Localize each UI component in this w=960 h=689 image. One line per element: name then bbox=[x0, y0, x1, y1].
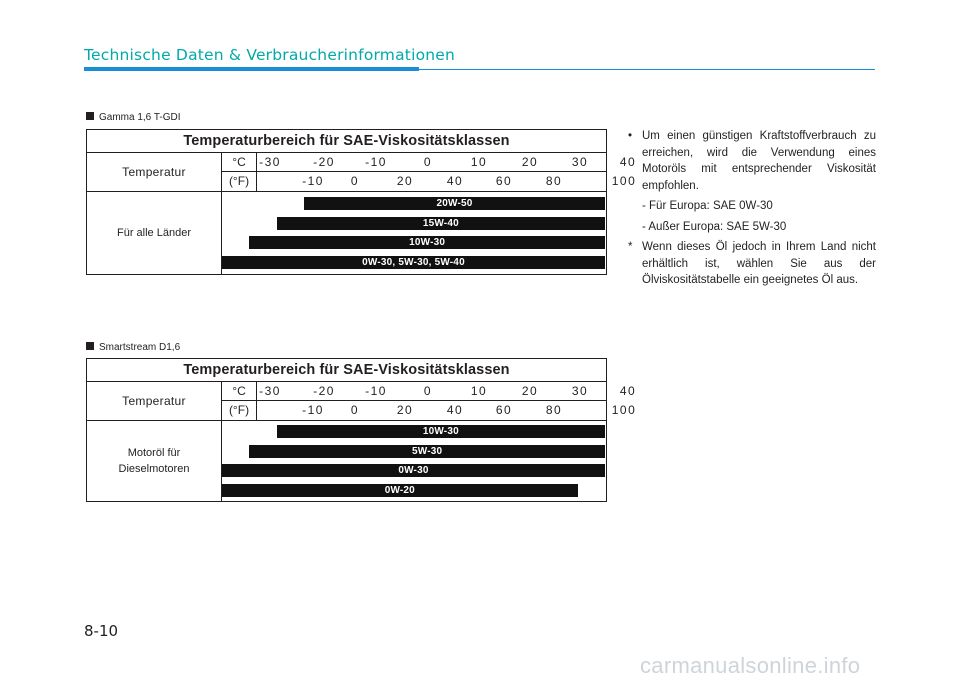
viscosity-bar: 15W-40 bbox=[277, 217, 605, 230]
table-1-unit-celsius: °C bbox=[222, 153, 257, 172]
fahrenheit-tick-label: 0 bbox=[350, 403, 360, 417]
table-2-row-label-line-1: Motoröl für bbox=[127, 447, 181, 459]
table-2-celsius-scale bbox=[257, 382, 637, 401]
fahrenheit-tick-label: 40 bbox=[446, 174, 464, 188]
availability-note bbox=[624, 239, 876, 289]
celsius-tick-label: -20 bbox=[313, 384, 335, 398]
non-europe-note-text: - Außer Europa: SAE 5W-30 bbox=[642, 220, 787, 233]
table-1-temperature-row bbox=[87, 153, 637, 192]
celsius-tick-label: -30 bbox=[259, 155, 281, 169]
non-europe-note bbox=[624, 219, 876, 236]
table-1-temp-label: Temperatur bbox=[87, 153, 222, 191]
square-bullet-icon bbox=[86, 112, 94, 120]
fahrenheit-tick-label: 100 bbox=[611, 403, 637, 417]
page-section-title: Technische Daten & Verbraucherinformationen bbox=[84, 46, 456, 64]
table-2-title: Temperaturbereich für SAE-Viskositätsklassen bbox=[87, 359, 606, 382]
table-2-label-text: Smartstream D1,6 bbox=[99, 342, 181, 353]
table-1-celsius-scale bbox=[257, 153, 637, 172]
table-2-label bbox=[86, 342, 180, 353]
fahrenheit-tick-label: 60 bbox=[495, 174, 513, 188]
celsius-tick-label: 20 bbox=[521, 384, 539, 398]
viscosity-bar: 10W-30 bbox=[277, 425, 605, 438]
celsius-tick-label: -10 bbox=[365, 384, 387, 398]
celsius-tick-label: -20 bbox=[313, 155, 335, 169]
viscosity-table-1 bbox=[86, 129, 637, 275]
table-2-oil-row bbox=[87, 421, 606, 501]
viscosity-bar: 0W-20 bbox=[222, 484, 578, 497]
table-2-unit-fahrenheit: (°F) bbox=[222, 401, 257, 420]
fahrenheit-tick-label: 0 bbox=[350, 174, 360, 188]
europe-note bbox=[624, 198, 876, 215]
table-2-unit-celsius: °C bbox=[222, 382, 257, 401]
table-1-oil-row bbox=[87, 192, 606, 274]
viscosity-bar: 0W-30, 5W-30, 5W-40 bbox=[222, 256, 605, 269]
bullet-marker: • bbox=[628, 130, 633, 142]
table-1-fahrenheit-scale bbox=[257, 172, 637, 191]
fahrenheit-tick-label: 20 bbox=[396, 403, 414, 417]
viscosity-bar: 20W-50 bbox=[304, 197, 605, 210]
celsius-tick-label: 20 bbox=[521, 155, 539, 169]
table-2-temperature-row bbox=[87, 382, 637, 421]
table-1-row-label bbox=[87, 192, 222, 274]
celsius-tick-label: 30 bbox=[571, 155, 589, 169]
celsius-tick-label: 30 bbox=[571, 384, 589, 398]
availability-text: Wenn dieses Öl jedoch in Ihrem Land nicht erhältlich ist, wählen Sie aus der Ölviskositätstabelle ein geeignetes Öl aus. bbox=[642, 241, 876, 286]
table-2-temp-label: Temperatur bbox=[87, 382, 222, 420]
table-1-unit-fahrenheit: (°F) bbox=[222, 172, 257, 191]
celsius-tick-label: 0 bbox=[423, 155, 433, 169]
fahrenheit-tick-label: -10 bbox=[302, 403, 324, 417]
fahrenheit-tick-label: 60 bbox=[495, 403, 513, 417]
asterisk-marker: * bbox=[628, 241, 633, 253]
fahrenheit-tick-label: -10 bbox=[302, 174, 324, 188]
table-2-bars bbox=[222, 421, 606, 501]
table-1-title: Temperaturbereich für SAE-Viskositätsklassen bbox=[87, 130, 606, 153]
celsius-tick-label: 10 bbox=[470, 384, 488, 398]
celsius-tick-label: 0 bbox=[423, 384, 433, 398]
table-2-fahrenheit-scale bbox=[257, 401, 637, 420]
notes-column bbox=[624, 128, 876, 289]
fahrenheit-tick-label: 80 bbox=[545, 403, 563, 417]
table-1-label-text: Gamma 1,6 T-GDI bbox=[99, 112, 181, 123]
fahrenheit-tick-label: 100 bbox=[611, 174, 637, 188]
viscosity-table-2 bbox=[86, 358, 637, 502]
europe-note-text: - Für Europa: SAE 0W-30 bbox=[642, 200, 773, 212]
header-rule-accent bbox=[84, 67, 419, 71]
square-bullet-icon bbox=[86, 342, 94, 350]
celsius-tick-label: -10 bbox=[365, 155, 387, 169]
viscosity-bar: 10W-30 bbox=[249, 236, 605, 249]
celsius-tick-label: 40 bbox=[619, 155, 637, 169]
celsius-tick-label: 40 bbox=[619, 384, 637, 398]
table-1-row-label-text: Für alle Länder bbox=[117, 227, 191, 239]
table-1-bars bbox=[222, 192, 606, 274]
celsius-tick-label: -30 bbox=[259, 384, 281, 398]
table-1-label bbox=[86, 112, 181, 123]
table-2-row-label-line-2: Dieselmotoren bbox=[118, 463, 190, 475]
page-number: 8-10 bbox=[84, 622, 119, 640]
fahrenheit-tick-label: 40 bbox=[446, 403, 464, 417]
recommendation-bullet bbox=[624, 128, 876, 194]
fahrenheit-tick-label: 80 bbox=[545, 174, 563, 188]
celsius-tick-label: 10 bbox=[470, 155, 488, 169]
fahrenheit-tick-label: 20 bbox=[396, 174, 414, 188]
watermark: carmanualsonline.info bbox=[640, 653, 861, 678]
table-2-row-label bbox=[87, 421, 222, 501]
viscosity-bar: 5W-30 bbox=[249, 445, 605, 458]
recommendation-text: Um einen günstigen Kraftstoffverbrauch zu erreichen, wird die Verwendung eines Motoröls mit entsprechender Viskosität empfohlen. bbox=[642, 130, 876, 192]
viscosity-bar: 0W-30 bbox=[222, 464, 605, 477]
